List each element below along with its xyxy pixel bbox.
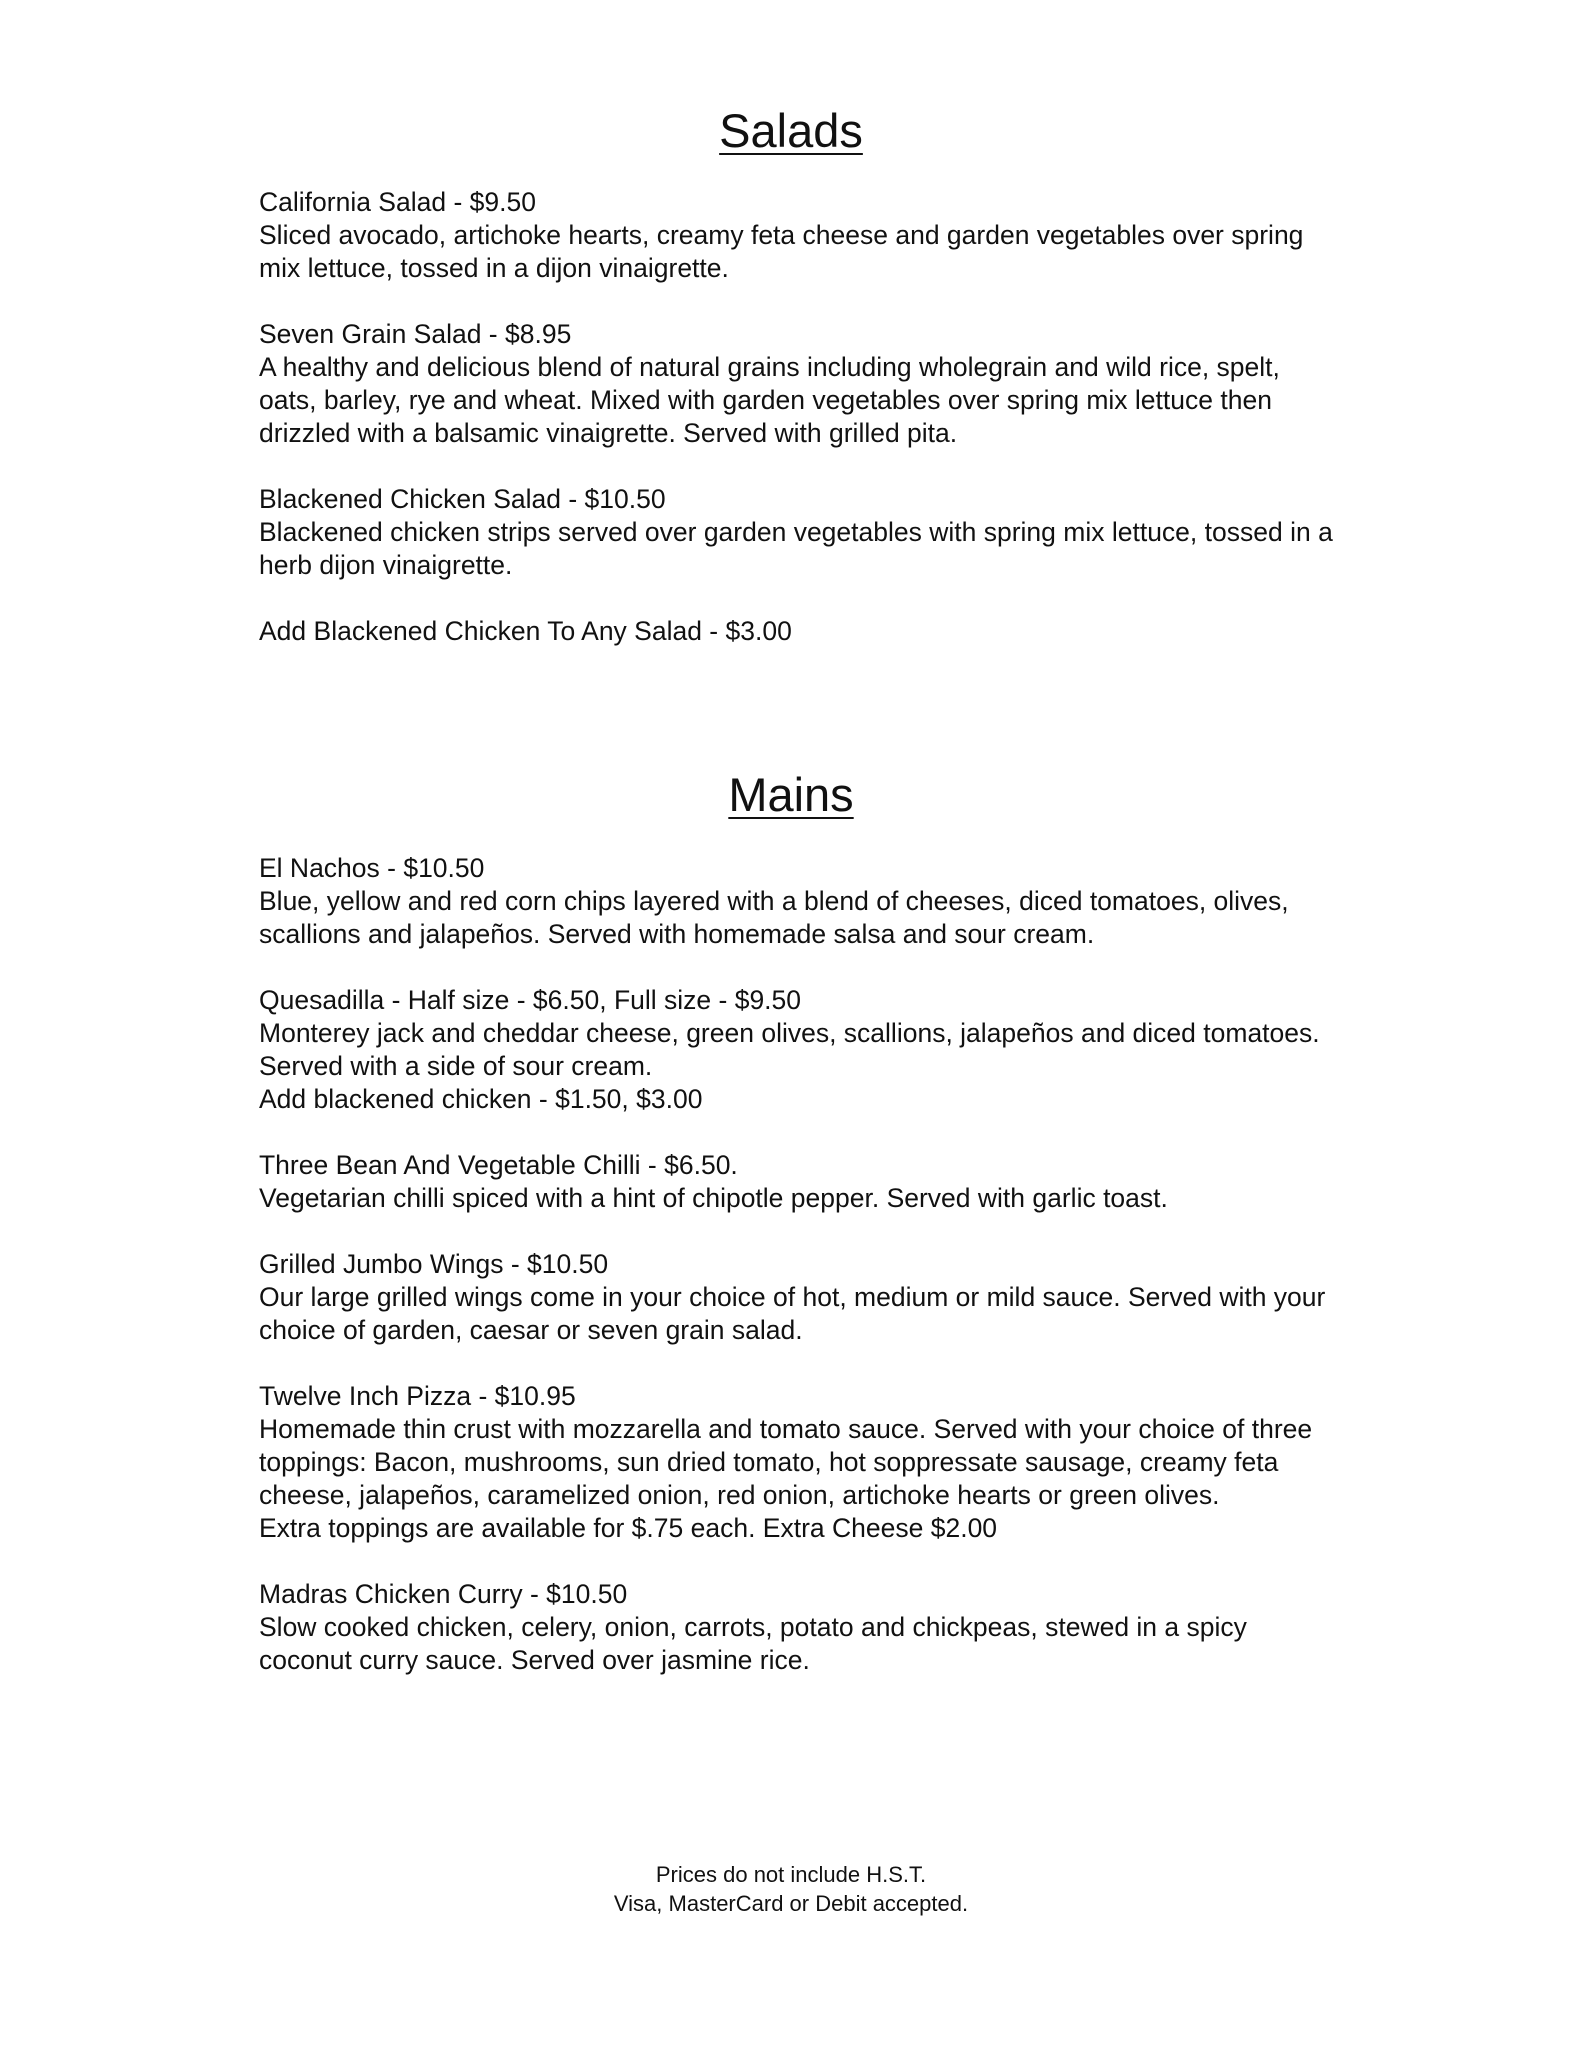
- item-heading: Twelve Inch Pizza - $10.95: [259, 1381, 576, 1411]
- mains-title: Mains: [728, 768, 854, 821]
- item-description: Blackened chicken strips served over garden vegetables with spring mix lettuce, tossed in a herb dijon vinaigrette.: [259, 517, 1333, 580]
- item-heading: Seven Grain Salad - $8.95: [259, 319, 572, 349]
- menu-item: [259, 483, 1339, 582]
- menu-item: [259, 984, 1339, 1116]
- item-description: Our large grilled wings come in your choice of hot, medium or mild sauce. Served with your choice of garden, caesar or seven grain salad.: [259, 1282, 1326, 1345]
- footer-note: [0, 1860, 1582, 1918]
- salads-title: Salads: [719, 104, 863, 157]
- item-heading: Three Bean And Vegetable Chilli - $6.50.: [259, 1150, 738, 1180]
- menu-item: [259, 615, 1339, 648]
- item-description: A healthy and delicious blend of natural grains including wholegrain and wild rice, spelt, oats, barley, rye and wheat. Mixed with garden vegetables over spring mix lettuce then drizzled with a balsamic vinaigrette. Served with grilled pita.: [259, 352, 1280, 448]
- item-heading: El Nachos - $10.50: [259, 853, 485, 883]
- item-heading: California Salad - $9.50: [259, 187, 536, 217]
- item-heading: Quesadilla - Half size - $6.50, Full size - $9.50: [259, 985, 802, 1015]
- menu-item: [259, 1149, 1339, 1215]
- item-heading: Grilled Jumbo Wings - $10.50: [259, 1249, 609, 1279]
- menu-item: [259, 318, 1339, 450]
- item-extra: Extra toppings are available for $.75 each. Extra Cheese $2.00: [259, 1513, 998, 1543]
- salads-list: [259, 186, 1339, 681]
- item-heading: Madras Chicken Curry - $10.50: [259, 1579, 628, 1609]
- menu-item: [259, 186, 1339, 285]
- menu-item: [259, 1578, 1339, 1677]
- item-description: Slow cooked chicken, celery, onion, carrots, potato and chickpeas, stewed in a spicy coconut curry sauce. Served over jasmine rice.: [259, 1612, 1247, 1675]
- menu-item: [259, 1380, 1339, 1545]
- item-description: Sliced avocado, artichoke hearts, creamy feta cheese and garden vegetables over spring mix lettuce, tossed in a dijon vinaigrette.: [259, 220, 1304, 283]
- tax-note: Prices do not include H.S.T.: [655, 1862, 927, 1887]
- item-description: Blue, yellow and red corn chips layered with a blend of cheeses, diced tomatoes, olives, scallions and jalapeños. Served with homemade salsa and sour cream.: [259, 886, 1289, 949]
- mains-list: [259, 852, 1339, 1710]
- salad-addon: Add Blackened Chicken To Any Salad - $3.00: [259, 616, 792, 646]
- menu-item: [259, 852, 1339, 951]
- item-description: Vegetarian chilli spiced with a hint of chipotle pepper. Served with garlic toast.: [259, 1183, 1168, 1213]
- item-extra: Add blackened chicken - $1.50, $3.00: [259, 1084, 703, 1114]
- item-heading: Blackened Chicken Salad - $10.50: [259, 484, 666, 514]
- payment-note: Visa, MasterCard or Debit accepted.: [613, 1891, 969, 1916]
- item-description: Monterey jack and cheddar cheese, green olives, scallions, jalapeños and diced tomatoes. Served with a side of sour cream.: [259, 1018, 1320, 1081]
- menu-item: [259, 1248, 1339, 1347]
- item-description: Homemade thin crust with mozzarella and tomato sauce. Served with your choice of three toppings: Bacon, mushrooms, sun dried tomato, hot soppressate sausage, creamy feta cheese, jalapeños, caramelized onion, red onion, artichoke hearts or green olives.: [259, 1414, 1313, 1510]
